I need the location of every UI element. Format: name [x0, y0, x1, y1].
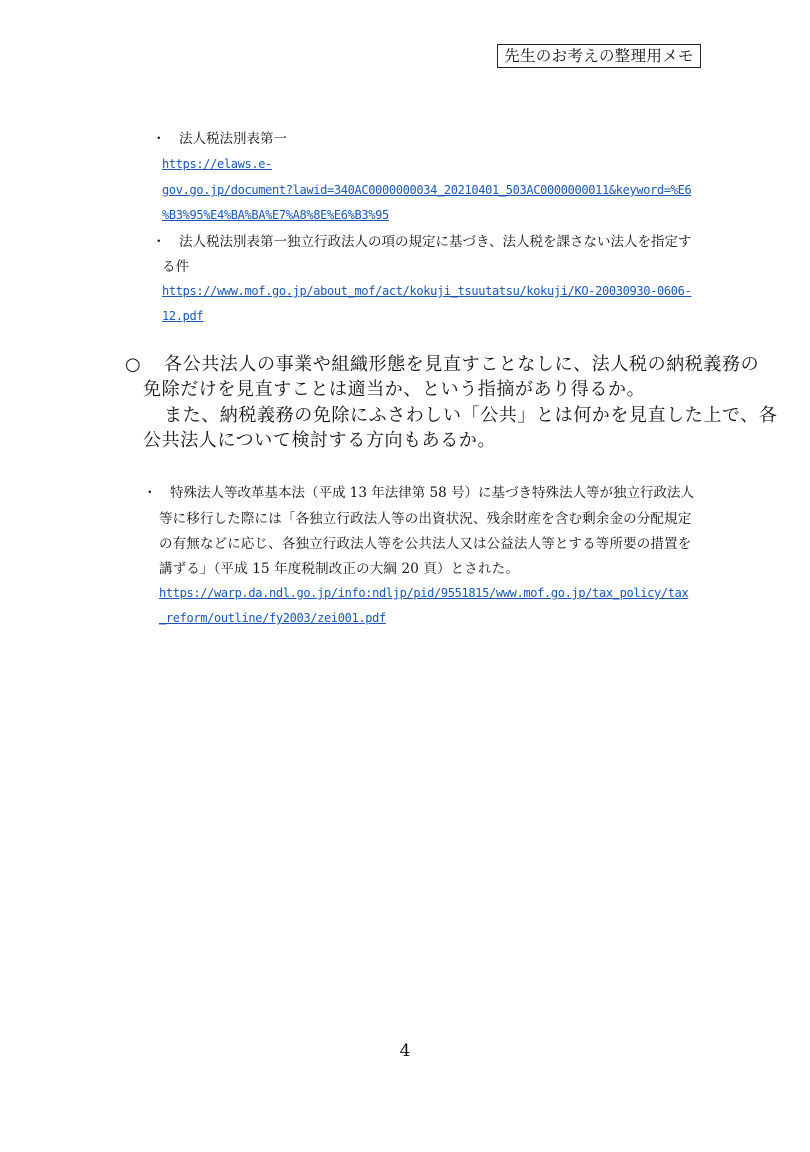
page-number: 4 [399, 1041, 411, 1061]
note-line-1: 特殊法人等改革基本法（平成 13 年法律第 58 号）に基づき特殊法人等が独立行政法人 [170, 485, 695, 501]
note-line-4: 講ずる」（平成 15 年度税制改正の大綱 20 頁）とされた。 [159, 561, 519, 577]
reference-link-2-line-1[interactable]: https://www.mof.go.jp/about_mof/act/kokuji_tsuutatsu/kokuji/KO-20030930-0606- [162, 284, 692, 298]
question-line-1: 各公共法人の事業や組織形態を見直すことなしに、法人税の納税義務の [164, 354, 760, 375]
reference-link-2-line-2[interactable]: 12.pdf [162, 309, 204, 323]
reference-title-2-line-2: る件 [162, 259, 190, 275]
bullet-mark: ・ [143, 485, 157, 501]
reference-link-1-line-2[interactable]: gov.go.jp/document?lawid=340AC0000000034_20210401_503AC0000000011&keyword=%E6 [162, 183, 692, 197]
bullet-mark: ・ [152, 234, 166, 250]
question-line-4: 公共法人について検討する方向もあるか。 [143, 430, 497, 451]
note-line-3: の有無などに応じ、各独立行政法人等を公共法人又は公益法人等とする等所要の措置を [159, 536, 692, 552]
bullet-mark: ・ [152, 131, 166, 147]
note-link-line-2[interactable]: _reform/outline/fy2003/zei001.pdf [159, 611, 386, 625]
memo-header-label: 先生のお考えの整理用メモ [497, 44, 701, 68]
note-link-line-1[interactable]: https://warp.da.ndl.go.jp/info:ndljp/pid/9551815/www.mof.go.jp/tax_policy/tax [159, 586, 689, 600]
reference-link-1-line-3[interactable]: %B3%95%E4%BA%BA%E7%A8%8E%E6%B3%95 [162, 208, 389, 222]
reference-link-1-line-1[interactable]: https://elaws.e- [162, 157, 272, 171]
question-line-2: 免除だけを見直すことは適当か、という指摘があり得るか。 [143, 379, 646, 400]
note-line-2: 等に移行した際には「各独立行政法人等の出資状況、残余財産を含む剰余金の分配規定 [159, 511, 692, 527]
reference-title-2-line-1: 法人税法別表第一独立行政法人の項の規定に基づき、法人税を課さない法人を指定す [179, 234, 692, 250]
question-line-3: また、納税義務の免除にふさわしい「公共」とは何かを見直した上で、各 [164, 405, 778, 426]
reference-title-1: 法人税法別表第一 [179, 131, 287, 147]
question-marker: ○ [125, 354, 141, 375]
